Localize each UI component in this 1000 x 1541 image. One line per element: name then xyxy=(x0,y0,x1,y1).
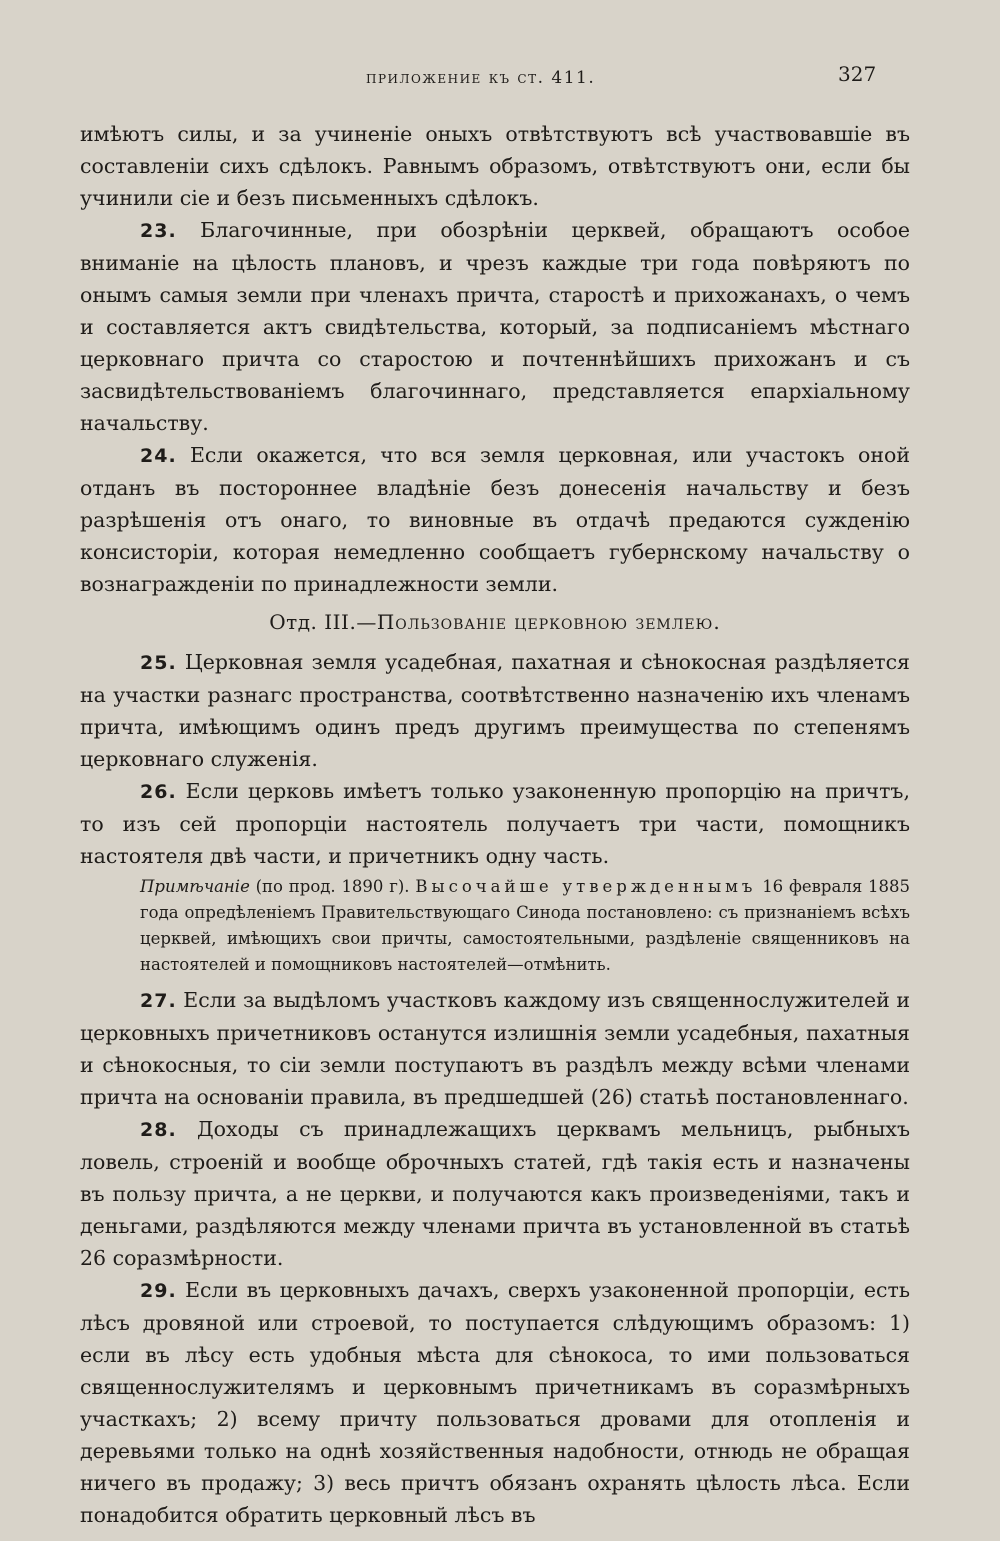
article-number: 27. xyxy=(140,990,177,1012)
article-text: Если церковь имѣетъ только узаконенную пропорцію на причтъ, то изъ сей пропорціи настоятель получаетъ три части, помощникъ настоятеля двѣ части, и причетникъ одну часть. xyxy=(80,779,910,868)
article-25 xyxy=(80,646,910,775)
note-spaced-text: Высочайше утвержденнымъ xyxy=(415,877,757,896)
article-24 xyxy=(80,439,910,600)
running-head xyxy=(0,62,1000,92)
article-text: Если въ церковныхъ дачахъ, сверхъ узаконенной пропорціи, есть лѣсъ дровяной или строевой, то поступается слѣдующимъ образомъ: 1) если въ лѣсу есть удобныя мѣста для сѣнокоса, то ими пользоваться священнослужителямъ и церковнымъ причетникамъ въ соразмѣрныхъ участкахъ; 2) всему причту пользоваться дровами для отопленія и деревьями только на однѣ хозяйственныя надобности, отнюдь не обращая ничего въ продажу; 3) весь причтъ обязанъ охранять цѣлость лѣса. Если понадобится обратить церковный лѣсъ въ xyxy=(80,1278,910,1527)
article-number: 23. xyxy=(140,220,177,242)
body-text xyxy=(80,118,910,1531)
paragraph-text: имѣютъ силы, и за учиненіе оныхъ отвѣтствуютъ всѣ участвовавшіе въ составленіи сихъ сдѣлокъ. Равнымъ образомъ, отвѣтствуютъ они, если бы учинили сіе и безъ письменныхъ сдѣлокъ. xyxy=(80,122,910,210)
running-title: приложение къ ст. 411. xyxy=(366,68,596,88)
note-text-2: 16 февраля 1885 года опредѣленіемъ Правительствующаго Синода постановлено: съ признаніемъ всѣхъ церквей, имѣющихъ свои причты, самостоятельными, раздѣленіе священниковъ на настоятелей и помощниковъ настоятелей—отмѣнить. xyxy=(140,877,910,974)
article-text: Благочинные, при обозрѣніи церквей, обращаютъ особое вниманіе на цѣлость плановъ, и чрезъ каждые три года повѣряютъ по онымъ самыя земли при членахъ причта, старостѣ и прихожанахъ, о чемъ и составляется актъ свидѣтельства, который, за подписаніемъ мѣстнаго церковнаго причта со старостою и почтеннѣйшихъ прихожанъ и съ засвидѣтельствованіемъ благочиннаго, представляется епархіальному начальству. xyxy=(80,218,910,435)
article-number: 25. xyxy=(140,652,177,674)
article-text: Если за выдѣломъ участковъ каждому изъ священнослужителей и церковныхъ причетниковъ останутся излишнія земли усадебныя, пахатныя и сѣнокосныя, то сіи земли поступаютъ въ раздѣлъ между всѣми членами причта на основаніи правила, въ предшедшей (26) статьѣ постановленнаго. xyxy=(80,988,910,1109)
page-number: 327 xyxy=(838,62,877,86)
article-text: Если окажется, что вся земля церковная, или участокъ оной отданъ въ постороннее владѣніе безъ донесенія начальству и безъ разрѣшенія отъ онаго, то виновные въ отдачѣ предаются сужденію консисторіи, которая немедленно сообщаетъ губернскому начальству о вознагражденіи по принадлежности земли. xyxy=(80,443,910,596)
section-title-text: Пользованіе церковною землею. xyxy=(376,610,721,634)
paragraph-continued xyxy=(80,118,910,214)
article-29 xyxy=(80,1274,910,1531)
article-28 xyxy=(80,1113,910,1274)
article-number: 24. xyxy=(140,445,177,467)
article-23 xyxy=(80,214,910,439)
article-text: Церковная земля усадебная, пахатная и сѣнокосная раздѣляется на участки разнагс пространства, соотвѣтственно назначенію ихъ членамъ причта, имѣющимъ одинъ предъ другимъ преимущества по степенямъ церковнаго служенія. xyxy=(80,650,910,771)
section-prefix: Отд. III.— xyxy=(269,610,377,634)
article-27 xyxy=(80,984,910,1113)
article-note xyxy=(80,874,910,978)
article-text: Доходы съ принадлежащихъ церквамъ мельницъ, рыбныхъ ловель, строеній и вообще оброчныхъ статей, гдѣ такія есть и назначены въ пользу причта, а не церкви, и получаются какъ произведеніями, такъ и деньгами, раздѣляются между членами причта въ установленной въ статьѣ 26 соразмѣрности. xyxy=(80,1117,910,1270)
article-number: 29. xyxy=(140,1280,177,1302)
article-26 xyxy=(80,775,910,872)
note-text-1: (по прод. 1890 г). xyxy=(249,877,416,896)
article-number: 28. xyxy=(140,1119,177,1141)
note-label: Примѣчаніе xyxy=(140,877,250,896)
article-number: 26. xyxy=(140,781,177,803)
section-heading xyxy=(80,606,910,638)
